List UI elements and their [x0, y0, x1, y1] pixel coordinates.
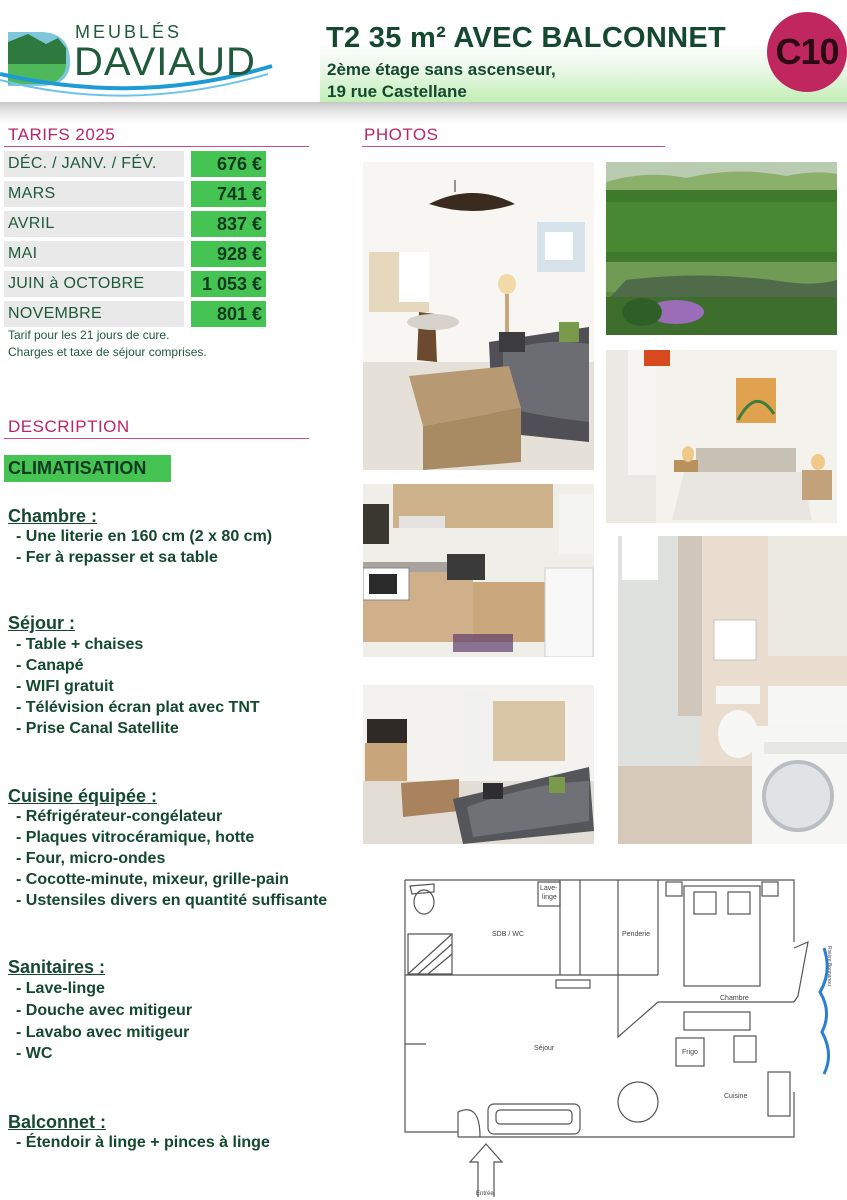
plan-label-river: Rivière Bonnanou — [826, 946, 832, 986]
reference-badge: C10 — [767, 12, 847, 92]
amenity-item: - Ustensiles divers en quantité suffisante — [16, 892, 328, 909]
plan-label-bedroom: Chambre — [720, 995, 749, 1002]
subtitle-address: 19 rue Castellane — [327, 82, 467, 101]
amenity-item: - Plaques vitrocéramique, hotte — [16, 829, 255, 846]
description-underline — [4, 438, 309, 439]
logo-brand: DAVIAUD — [74, 40, 256, 84]
rate-period: MARS — [4, 181, 184, 207]
photos-underline — [362, 146, 665, 147]
rate-row — [4, 301, 266, 327]
photo-bathroom — [618, 536, 847, 844]
daviaud-logo — [0, 14, 290, 102]
rate-period: DÉC. / JANV. / FÉV. — [4, 151, 184, 177]
rate-period: MAI — [4, 241, 184, 267]
rate-row — [4, 241, 266, 267]
photo-living-room — [363, 162, 594, 470]
rate-note-duration: Tarif pour les 21 jours de cure. — [8, 328, 170, 342]
plan-label-washer-2: linge — [542, 894, 557, 901]
plan-label-bathroom: SDB / WC — [492, 931, 524, 938]
rate-price: 741 € — [191, 181, 266, 207]
photo-kitchen — [363, 484, 594, 657]
amenity-item: - WC — [16, 1045, 53, 1062]
plan-label-kitchen: Cuisine — [724, 1093, 748, 1100]
subtitle-floor: 2ème étage sans ascenseur, — [327, 60, 556, 79]
amenity-item: - Four, micro-ondes — [16, 850, 166, 867]
amenity-item: - Cocotte-minute, mixeur, grille-pain — [16, 871, 289, 888]
description-heading: DESCRIPTION — [8, 417, 130, 436]
rate-note-charges: Charges et taxe de séjour comprises. — [8, 345, 207, 359]
photo-living-room-wide — [363, 671, 594, 844]
rate-price: 676 € — [191, 151, 266, 177]
plan-label-fridge: Frigo — [682, 1049, 698, 1056]
photo-bedroom — [606, 350, 837, 523]
logo-tagline: MEUBLÉS — [75, 22, 183, 42]
plan-label-wardrobe: Penderie — [622, 931, 651, 938]
plan-label-living-room: Séjour — [534, 1045, 555, 1052]
page-title: T2 35 m² AVEC BALCONNET — [326, 22, 727, 54]
rate-period: NOVEMBRE — [4, 301, 184, 327]
photo-garden-view — [606, 162, 837, 335]
amenity-item: - WIFI gratuit — [16, 678, 114, 695]
air-conditioning-badge: CLIMATISATION — [4, 455, 171, 482]
amenity-item: - Réfrigérateur-congélateur — [16, 808, 223, 825]
amenity-item: - Fer à repasser et sa table — [16, 549, 218, 566]
amenity-item: - Lavabo avec mitigeur — [16, 1024, 190, 1041]
rate-row — [4, 271, 266, 297]
amenity-item: - Une literie en 160 cm (2 x 80 cm) — [16, 528, 273, 545]
rate-price: 928 € — [191, 241, 266, 267]
photos-heading: PHOTOS — [364, 125, 439, 144]
rate-period: AVRIL — [4, 211, 184, 237]
amenity-item: - Étendoir à linge + pinces à linge — [16, 1134, 270, 1151]
amenity-item: - Lave-linge — [16, 980, 105, 997]
rate-row — [4, 181, 266, 207]
rate-price: 801 € — [191, 301, 266, 327]
kitchen-heading: Cuisine équipée : — [8, 786, 158, 806]
tarifs-heading: TARIFS 2025 — [8, 125, 116, 144]
page-subtitle — [327, 59, 747, 103]
rate-row — [4, 211, 266, 237]
rate-period: JUIN à OCTOBRE — [4, 271, 184, 297]
rate-price: 837 € — [191, 211, 266, 237]
amenity-item: - Douche avec mitigeur — [16, 1002, 193, 1019]
bedroom-heading: Chambre : — [8, 506, 98, 526]
header-divider — [0, 102, 847, 124]
amenity-item: - Canapé — [16, 657, 84, 674]
amenity-item: - Prise Canal Satellite — [16, 720, 179, 737]
amenity-item: - Télévision écran plat avec TNT — [16, 699, 260, 716]
tarifs-underline — [4, 146, 309, 147]
bathroom-heading: Sanitaires : — [8, 957, 106, 977]
floor-plan — [400, 862, 840, 1197]
plan-label-entrance: Entrée — [476, 1191, 494, 1197]
amenity-item: - Table + chaises — [16, 636, 144, 653]
plan-label-washer-1: Lave- — [540, 885, 558, 892]
rate-row — [4, 151, 266, 177]
balcony-heading: Balconnet : — [8, 1112, 107, 1132]
living-room-heading: Séjour : — [8, 613, 76, 633]
rate-price: 1 053 € — [191, 271, 266, 297]
